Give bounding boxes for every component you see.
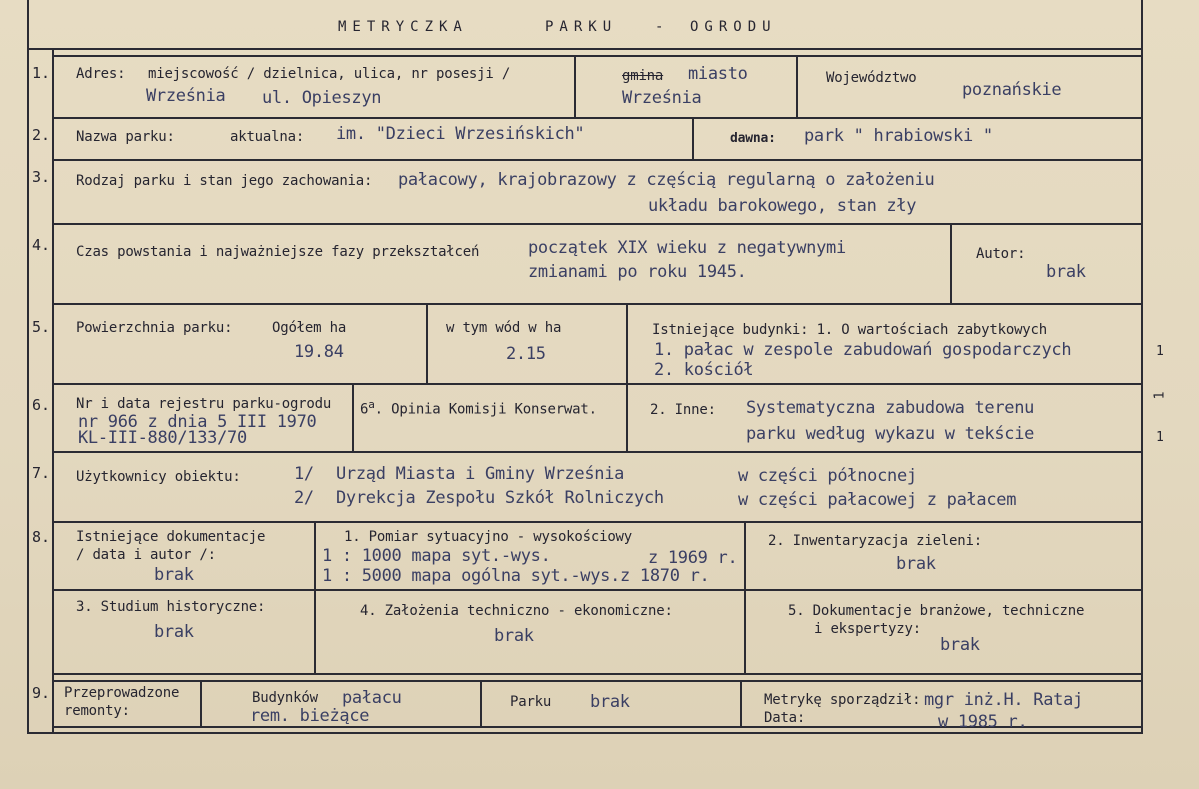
ogolem-value: 19.84 — [294, 342, 344, 362]
rejestr-value: nr 966 z dnia 5 III 1970 — [78, 412, 317, 432]
czas-value-line2: zmianami po roku 1945. — [528, 262, 747, 282]
user-2-number: 2/ — [294, 488, 314, 508]
user-2-part: w części pałacowej z pałacem — [738, 490, 1017, 510]
row8-inventory-cell — [744, 521, 1143, 591]
remonty-label-1: Przeprowadzone — [64, 685, 180, 701]
user-2-name: Dyrekcja Zespołu Szkół Rolniczych — [336, 488, 664, 508]
user-1-number: 1/ — [294, 464, 314, 484]
inne-value-line2: parku według wykazu w tekście — [746, 424, 1035, 444]
row2-number: 2. — [32, 126, 51, 144]
street-value: ul. Opieszyn — [262, 88, 382, 108]
ogolem-label: Ogółem ha — [272, 320, 347, 336]
czas-label: Czas powstania i najważniejsze fazy przekształceń — [76, 244, 480, 260]
miasto-label: miasto — [688, 64, 748, 84]
row8-number: 8. — [32, 528, 51, 546]
rodzaj-value-line2: układu barokowego, stan zły — [648, 196, 917, 216]
zalozenia-value: brak — [494, 626, 534, 646]
branzowe-label-2: i ekspertyzy: — [814, 621, 921, 637]
row5-area-cell — [52, 303, 428, 385]
remonty-label-2: remonty: — [64, 703, 130, 719]
rodzaj-value-line1: pałacowy, krajobrazowy z częścią regularną o założeniu — [398, 170, 935, 190]
rejestr-value-2: KL-III-880/133/70 — [78, 428, 247, 448]
nazwa-label: Nazwa parku: — [76, 129, 175, 145]
data-label: Data: — [764, 710, 806, 726]
inwentaryzacja-value: brak — [896, 554, 936, 574]
row3-type-cell — [52, 159, 1143, 225]
powierzchnia-label: Powierzchnia parku: — [76, 320, 233, 336]
aktualna-label: aktualna: — [230, 129, 305, 145]
rejestr-label: Nr i data rejestru parku-ogrodu — [76, 396, 332, 412]
branzowe-value: brak — [940, 635, 980, 655]
row4-history-cell — [52, 223, 952, 305]
margin-mark-2: 1 — [1152, 391, 1168, 400]
row1-city-cell — [574, 55, 798, 119]
aktualna-value: im. "Dzieci Wrzesińskich" — [336, 124, 585, 144]
inwentaryzacja-label: 2. Inwentaryzacja zieleni: — [768, 533, 982, 549]
title-parku: PARKU — [545, 19, 618, 35]
row7-users-cell — [52, 451, 1143, 523]
wojewodztwo-value: poznańskie — [962, 80, 1062, 100]
row9-number: 9. — [32, 684, 51, 702]
dokumentacje-label-2: / data i autor /: — [76, 547, 216, 563]
studium-label: 3. Studium historyczne: — [76, 599, 266, 615]
title-ogrodu: OGRODU — [690, 19, 777, 35]
row4-number: 4. — [32, 236, 51, 254]
autor-label: Autor: — [976, 246, 1026, 262]
opinia-number: 6 — [360, 401, 369, 418]
wod-label: w tym wód w ha — [446, 320, 562, 336]
opinia-text: . Opinia Komisji Konserwat. — [374, 401, 597, 418]
frame-top-line — [27, 48, 1143, 50]
sporzadzil-label: Metrykę sporządził: — [764, 692, 921, 708]
title-dash: - — [655, 19, 670, 35]
pomiar-label: 1. Pomiar sytuacyjno - wysokościowy — [344, 529, 633, 545]
adres-label: Adres: — [76, 66, 126, 82]
uzytkownicy-label: Użytkownicy obiektu: — [76, 469, 241, 485]
parku-value: brak — [590, 692, 630, 712]
sporzadzil-value: mgr inż.H. Rataj — [924, 690, 1083, 710]
budynek-2-value: 2. kościół — [654, 360, 754, 380]
autor-value: brak — [1046, 262, 1086, 282]
user-1-name: Urząd Miasta i Gminy Września — [336, 464, 625, 484]
dawna-value: park " hrabiowski " — [804, 126, 993, 146]
row8-branch-docs-cell — [744, 589, 1143, 675]
dokumentacje-label-1: Istniejące dokumentacje — [76, 529, 266, 545]
pomiar-line1-year: z 1969 r. — [648, 548, 738, 568]
wod-value: 2.15 — [506, 344, 546, 364]
dawna-label: dawna: — [730, 131, 776, 146]
row7-number: 7. — [32, 464, 51, 482]
budynkow-value-2: rem. bieżące — [250, 706, 370, 726]
row6-opinion-cell — [352, 383, 628, 453]
margin-mark-3: 1 — [1156, 430, 1164, 445]
budynki-label: Istniejące budynki: 1. O wartościach zabytkowych — [652, 322, 1047, 338]
gmina-label: gmina — [622, 68, 664, 84]
data-value: w 1985 r. — [938, 712, 1028, 732]
zalozenia-label: 4. Założenia techniczno - ekonomiczne: — [360, 603, 673, 619]
frame-bottom-line — [27, 732, 1143, 734]
margin-mark-1: 1 — [1156, 344, 1164, 359]
pomiar-line1-scale: 1 : 1000 mapa syt.-wys. — [322, 546, 551, 566]
opinia-superscript: a — [368, 398, 375, 411]
miasto-value: Września — [622, 88, 702, 108]
branzowe-label-1: 5. Dokumentacje branżowe, techniczne — [788, 603, 1085, 619]
frame-left-line — [27, 0, 29, 734]
wojewodztwo-label: Województwo — [826, 70, 917, 86]
budynkow-label: Budynków — [252, 690, 318, 706]
czas-value-line1: początek XIX wieku z negatywnymi — [528, 238, 846, 258]
inne-label: 2. Inne: — [650, 402, 716, 418]
row6-number: 6. — [32, 396, 51, 414]
studium-value: brak — [154, 622, 194, 642]
title-metryczka: METRYCZKA — [338, 19, 468, 35]
opinia-label — [360, 398, 597, 418]
budynkow-value: pałacu — [342, 688, 402, 708]
user-1-part: w części północnej — [738, 466, 917, 486]
parku-label: Parku — [510, 694, 552, 710]
rodzaj-label: Rodzaj parku i stan jego zachowania: — [76, 173, 373, 189]
pomiar-line2: 1 : 5000 mapa ogólna syt.-wys.z 1870 r. — [322, 566, 710, 586]
row1-address-cell — [52, 55, 576, 119]
row5-number: 5. — [32, 318, 51, 336]
row1-number: 1. — [32, 64, 51, 82]
inne-value-line1: Systematyczna zabudowa terenu — [746, 398, 1035, 418]
dokumentacje-value: brak — [154, 565, 194, 585]
row3-number: 3. — [32, 168, 51, 186]
budynek-1-value: 1. pałac w zespole zabudowań gospodarczych — [654, 340, 1072, 360]
address-parts-label: miejscowość / dzielnica, ulica, nr posesji / — [148, 66, 511, 82]
town-value: Września — [146, 86, 226, 106]
